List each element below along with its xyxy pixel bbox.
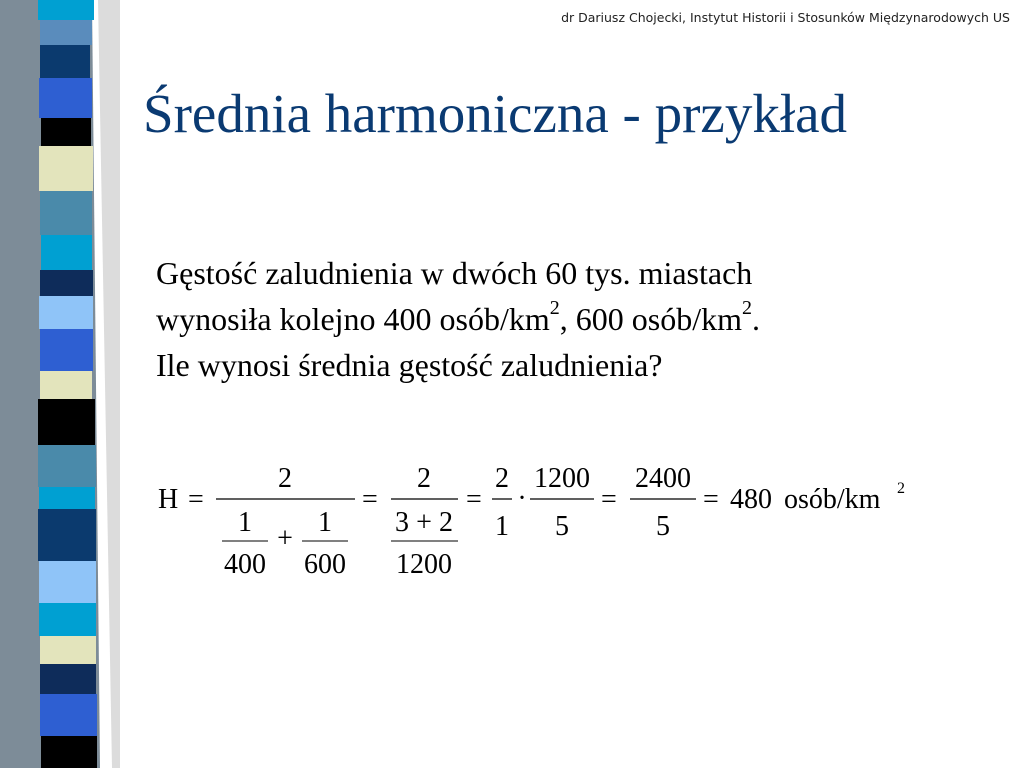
equals-sign: = xyxy=(362,484,378,515)
fraction1-numerator: 2 xyxy=(278,463,292,494)
fraction2-term-a: 3 xyxy=(395,507,409,538)
fraction1a-denominator: 400 xyxy=(224,549,266,580)
formula-result: 480 xyxy=(730,484,772,515)
multiplication-dot: · xyxy=(517,483,527,514)
problem-line-3: Ile wynosi średnia gęstość zaludnienia? xyxy=(156,347,663,383)
equals-sign: = xyxy=(188,484,204,515)
equals-sign: = xyxy=(466,484,482,515)
problem-line-2-a: wynosiła kolejno 400 osób/km xyxy=(156,301,550,337)
fraction1b-numerator: 1 xyxy=(318,507,332,538)
fraction4-numerator: 1200 xyxy=(534,463,590,494)
fraction5-denominator: 5 xyxy=(656,511,670,542)
fraction2-numerator: 2 xyxy=(417,463,431,494)
fraction3-denominator: 1 xyxy=(495,511,509,542)
problem-line-1: Gęstość zaludnienia w dwóch 60 tys. miastach xyxy=(156,255,753,291)
superscript-2: 2 xyxy=(742,297,752,319)
problem-statement xyxy=(156,250,760,388)
decorative-side-stripe xyxy=(0,0,120,768)
problem-line-2-b: , 600 osób/km xyxy=(559,301,742,337)
fraction2-term-b: 2 xyxy=(439,507,453,538)
formula-lhs: H xyxy=(158,484,179,515)
unit-superscript: 2 xyxy=(897,480,905,497)
superscript-2: 2 xyxy=(549,297,560,319)
equals-sign: = xyxy=(703,484,719,515)
slide-title: Średnia harmoniczna - przykład xyxy=(143,83,848,144)
plus-sign: + xyxy=(416,507,432,538)
fraction1a-numerator: 1 xyxy=(238,507,252,538)
fraction1b-denominator: 600 xyxy=(304,549,346,580)
plus-sign: + xyxy=(277,523,293,554)
fraction5-numerator: 2400 xyxy=(635,463,691,494)
problem-line-2 xyxy=(156,296,760,342)
fraction3-numerator: 2 xyxy=(495,463,509,494)
fraction2-denominator: 1200 xyxy=(396,549,452,580)
formula-unit: osób/km xyxy=(784,484,881,515)
equals-sign: = xyxy=(601,484,617,515)
fraction4-denominator: 5 xyxy=(555,511,569,542)
harmonic-mean-formula xyxy=(150,455,930,585)
problem-line-2-end: . xyxy=(752,301,760,337)
author-header: dr Dariusz Chojecki, Instytut Historii i Stosunków Międzynarodowych US xyxy=(561,10,1010,25)
